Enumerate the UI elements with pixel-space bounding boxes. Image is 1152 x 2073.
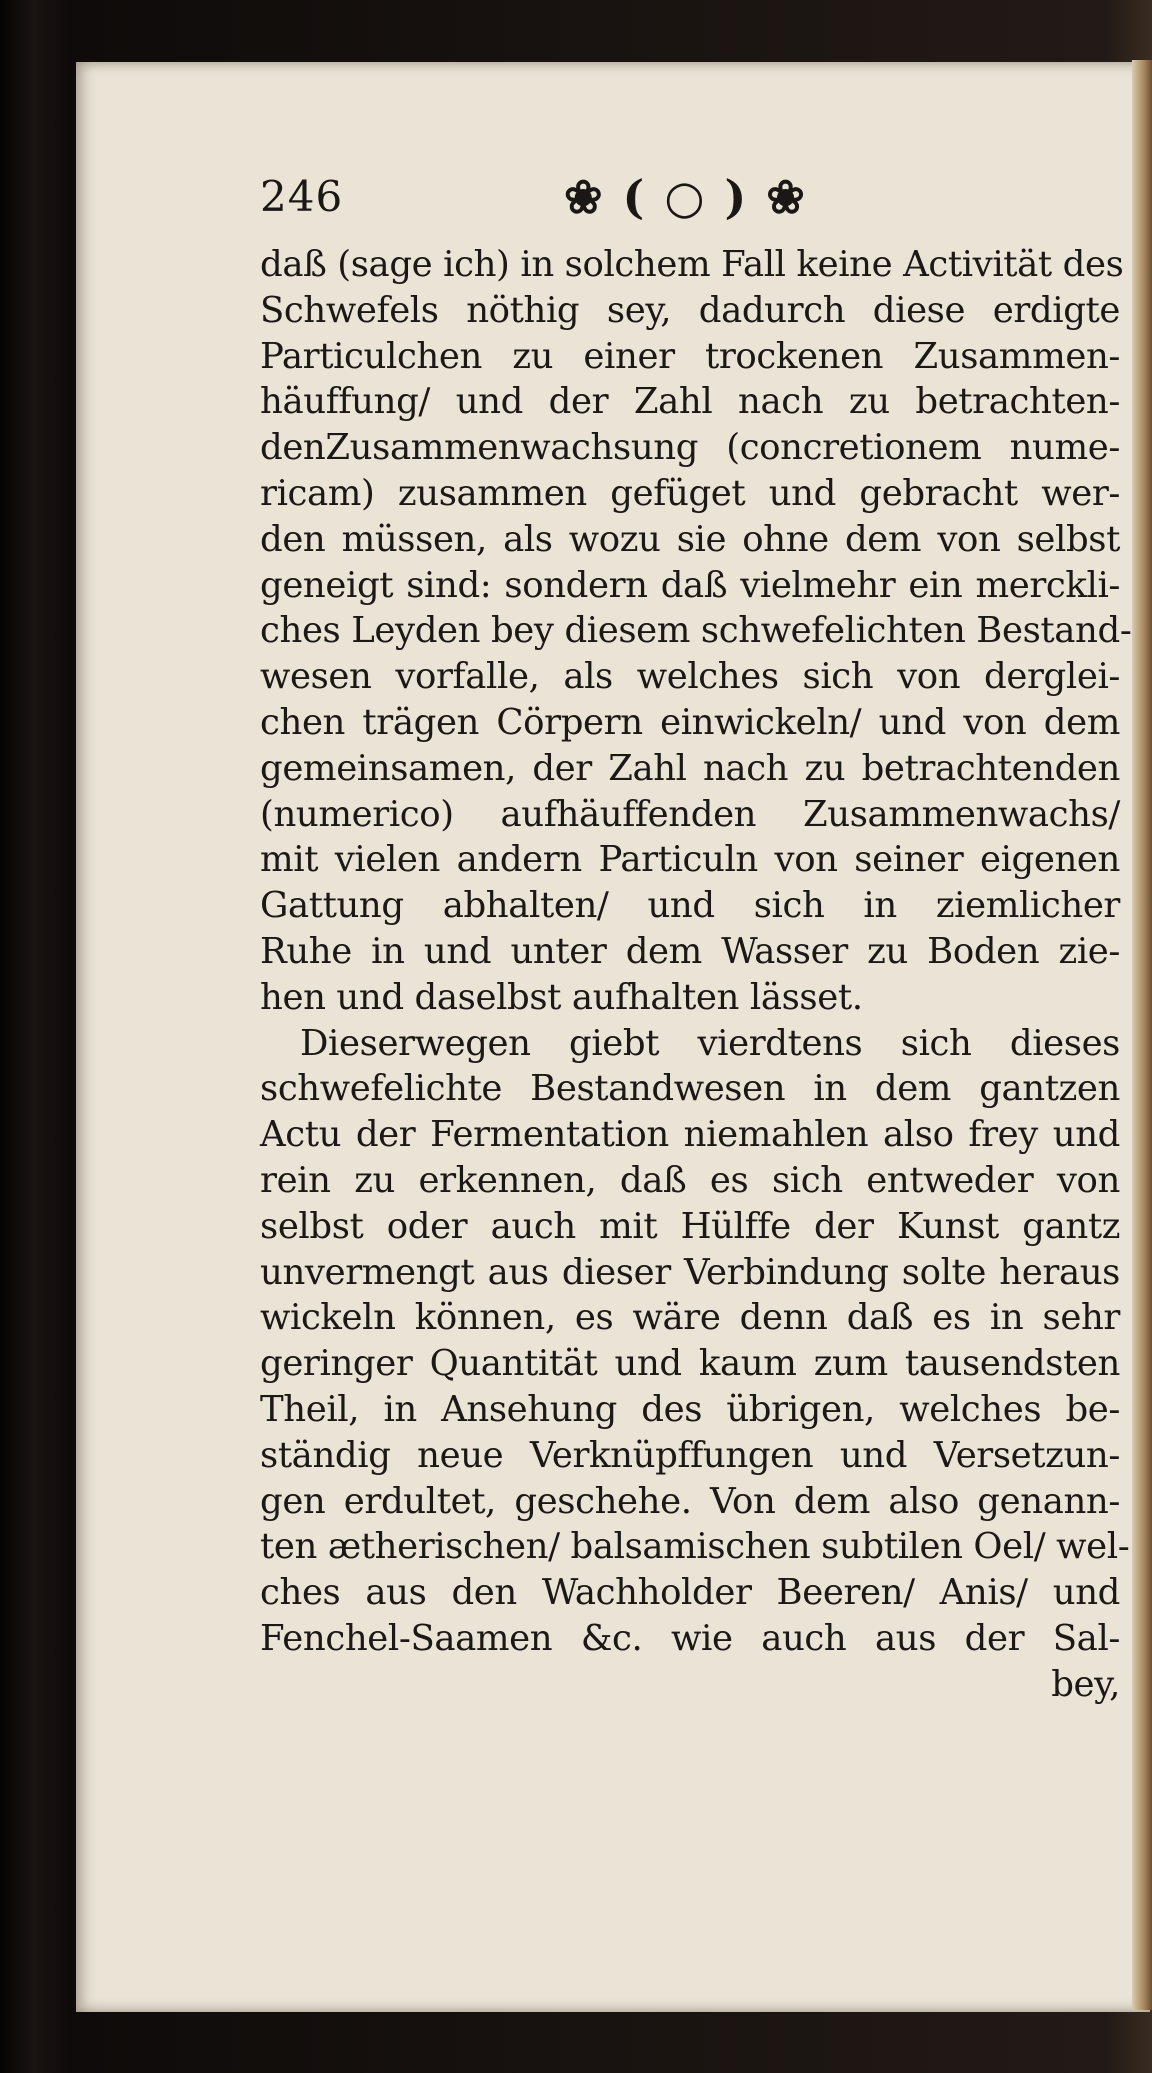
text-line: rein zu erkennen, daß es sich entweder von	[260, 1159, 1120, 1201]
text-line: Schwefels nöthig sey, dadurch diese erdigte	[260, 289, 1120, 331]
page-number: 246	[260, 172, 344, 221]
text-line: unvermengt aus dieser Verbindung solte heraus	[260, 1251, 1120, 1293]
page-header	[176, 172, 1116, 238]
text-line: mit vielen andern Particuln von seiner eigenen	[260, 839, 1120, 881]
header-ornament: ❀ ( ○ ) ❀	[564, 170, 807, 224]
text-line: wickeln können, es wäre denn daß es in sehr	[260, 1297, 1120, 1339]
text-line: wesen vorfalle, als welches sich von derglei-	[260, 656, 1120, 698]
text-line: Dieserwegen giebt vierdtens sich dieses	[300, 1022, 1120, 1064]
text-line: chen trägen Cörpern einwickeln/ und von dem	[260, 701, 1120, 743]
text-line: geneigt sind: sondern daß vielmehr ein merckli-	[260, 564, 1120, 606]
text-line: hen und daselbst aufhalten lässet.	[260, 976, 863, 1018]
text-line: ständig neue Verknüpffungen und Versetzun-	[260, 1434, 1120, 1476]
text-line: denZusammenwachsung (concretionem nume-	[260, 427, 1120, 469]
text-line: Ruhe in und unter dem Wasser zu Boden zie-	[260, 930, 1120, 972]
catchword: bey,	[1051, 1663, 1120, 1705]
text-line: Particulchen zu einer trockenen Zusammen-	[260, 335, 1120, 377]
text-line: gemeinsamen, der Zahl nach zu betrachtenden	[260, 747, 1120, 789]
text-line: schwefelichte Bestandwesen in dem gantzen	[260, 1068, 1120, 1110]
text-line: geringer Quantität und kaum zum tausendsten	[260, 1343, 1120, 1385]
text-line: Theil, in Ansehung des übrigen, welches be-	[260, 1388, 1120, 1430]
body-text	[260, 242, 1132, 1708]
page-edge	[1132, 60, 1152, 2010]
text-line: häuffung/ und der Zahl nach zu betrachten-	[260, 381, 1120, 423]
text-line: Fenchel-Saamen &c. wie auch aus der Sal-	[260, 1617, 1120, 1659]
text-line: ten ætherischen/ balsamischen subtilen Oel/ wel-	[260, 1526, 1130, 1568]
text-line: den müssen, als wozu sie ohne dem von selbst	[260, 518, 1120, 560]
text-line: selbst oder auch mit Hülffe der Kunst gantz	[260, 1205, 1120, 1247]
text-line: ches aus den Wachholder Beeren/ Anis/ und	[260, 1572, 1120, 1614]
text-line: (numerico) aufhäuffenden Zusammenwachs/	[260, 793, 1120, 835]
text-line: ricam) zusammen gefüget und gebracht wer-	[260, 472, 1120, 514]
text-line: Actu der Fermentation niemahlen also frey und	[260, 1114, 1120, 1156]
text-line: gen erdultet, geschehe. Von dem also genann-	[260, 1480, 1120, 1522]
text-line: daß (sage ich) in solchem Fall keine Activität des	[260, 244, 1124, 285]
text-line: ches Leyden bey diesem schwefelichten Bestand-	[260, 610, 1132, 652]
text-line: Gattung abhalten/ und sich in ziemlicher	[260, 885, 1120, 927]
